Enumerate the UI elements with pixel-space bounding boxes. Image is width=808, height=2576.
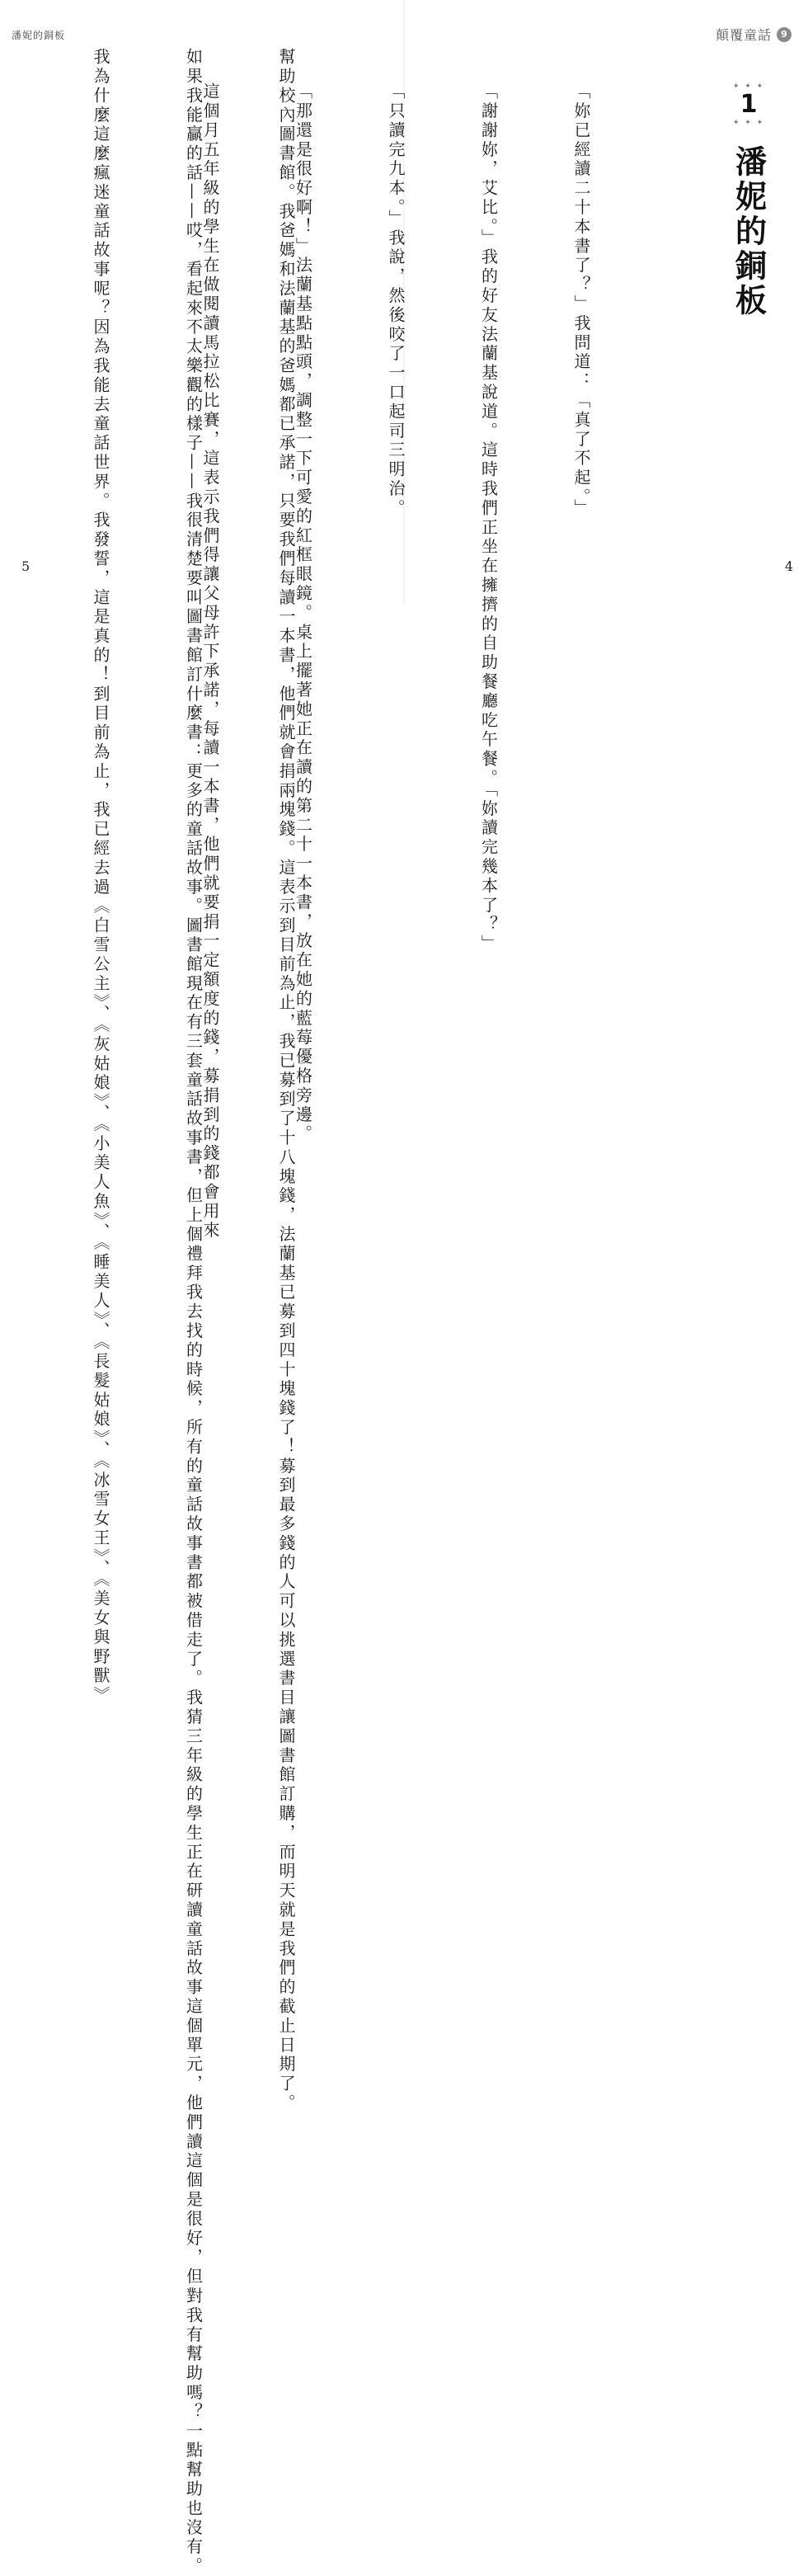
star-ornament-icon: ✦ ✦ ✦ — [732, 119, 765, 127]
paragraph: 幫助校內圖書館。我爸媽和法蘭基的爸媽都已承諾，只要我們每讀一本書，他們就會捐兩塊錢。這表示到目前為止，我已募到了十八塊錢，法蘭基已募到四十塊錢了！募到最多錢的人可以挑選書目讓圖書館訂購，而明天就是我們的截止日期了。 — [276, 48, 296, 2113]
series-title: 顛覆童話 — [715, 27, 772, 43]
volume-badge: 9 — [777, 27, 792, 42]
chapter-heading — [724, 82, 773, 318]
chapter-number: 1 — [740, 90, 758, 119]
running-head: 潘妮的銅板 — [12, 30, 66, 41]
page-number-left: 5 — [21, 558, 31, 574]
paragraph: 如果我能贏的話——哎，看起來不太樂觀的樣子——我很清楚要叫圖書館訂什麼書：更多的童話故事。圖書館現在有三套童話故事書，但上個禮拜我去找的時候，所有的童話故事書都被借走了。我猜三年級的學生正在研讀童話故事這個單元，他們讀這個是很好，但對我有幫助嗎？一點幫助也沒有。 — [183, 48, 204, 2576]
paragraph: 「妳已經讀二十本書了？」我問道：「真了不起。」 — [571, 82, 591, 519]
paragraph: 我為什麼這麼瘋迷童話故事呢？因為我能去童話世界。我發誓，這是真的！到目前為止，我已經去過《白雪公主》、《灰姑娘》、《小美人魚》、《睡美人》、《長髮姑娘》、《冰雪女王》、《美女與野獸》 — [91, 48, 110, 1706]
paragraph: 這個月五年級的學生在做閱讀馬拉松比賽，這表示我們得讓父母許下承諾，每讀一本書，他們就要捐一定額度的錢，募捐到的錢都會用來 — [200, 82, 220, 1241]
series-header — [716, 25, 792, 44]
paragraph: 「只讀完九本。」我說，然後咬了一口起司三明治。 — [386, 82, 406, 519]
paragraph: 「謝謝妳，艾比。」我的好友法蘭基說道。這時我們正坐在擁擠的自助餐廳吃午餐。「妳讀完幾本了？」 — [478, 82, 499, 954]
page-number-right: 4 — [784, 558, 793, 574]
chapter-title: 潘妮的銅板 — [730, 145, 767, 318]
star-ornament-icon: ✦ ✦ ✦ — [732, 82, 765, 91]
paragraph: 「那還是很好啊！」法蘭基點點頭，調整一下可愛的紅框眼鏡。桌上擺著她正在讀的第二十一本書，放在她的藍莓優格旁邊。 — [293, 82, 313, 1144]
